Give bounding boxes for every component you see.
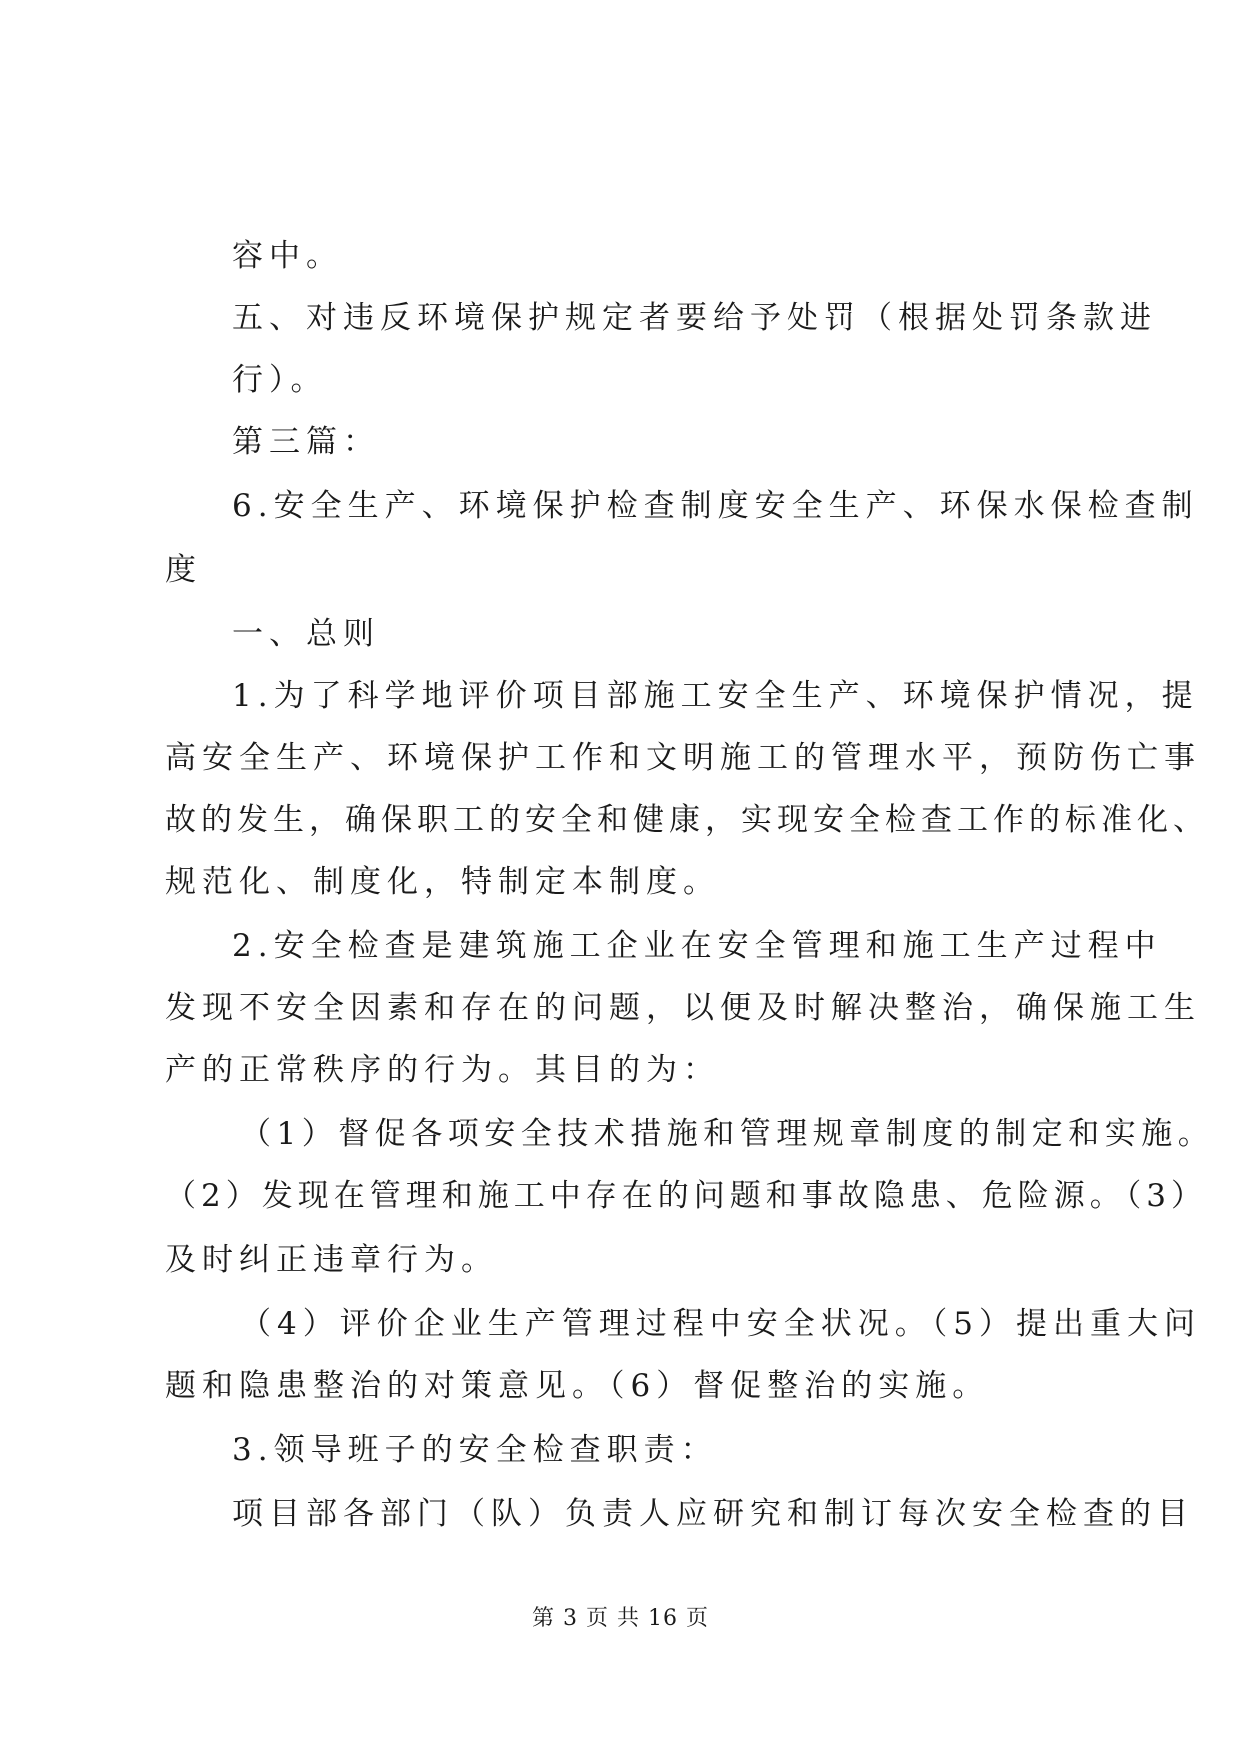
text-line: 项目部各部门（队）负责人应研究和制订每次安全检查的目 [232,1496,1194,1532]
text-line: （1）督促各项安全技术措施和管理规章制度的制定和实施。 [240,1116,1215,1152]
text-line: 及时纠正违章行为。 [165,1242,498,1278]
text-line: （4）评价企业生产管理过程中安全状况。（5）提出重大问 [240,1306,1201,1342]
text-line: 高安全生产、环境保护工作和文明施工的管理水平，预防伤亡事 [165,740,1201,776]
text-line: 题和隐患整治的对策意见。（6）督促整治的实施。 [165,1368,990,1404]
text-line: 容中。 [232,238,343,274]
text-line: 故的发生，确保职工的安全和健康，实现安全检查工作的标准化、 [165,802,1209,838]
text-line: 产的正常秩序的行为。其目的为： [165,1052,720,1088]
text-line: （2）发现在管理和施工中存在的问题和事故隐患、危险源。（3） [165,1178,1207,1214]
text-line: 度 [165,552,202,588]
text-line: 第三篇： [232,424,380,460]
text-line: 五、对违反环境保护规定者要给予处罚（根据处罚条款进 [232,300,1157,336]
text-line: 3.领导班子的安全检查职责： [232,1432,718,1468]
text-line: 一、总则 [232,616,380,652]
page-number-footer: 第 3 页 共 16 页 [532,1606,709,1631]
text-line: 行）。 [232,362,328,398]
text-line: 发现不安全因素和存在的问题，以便及时解决整治，确保施工生 [165,990,1201,1026]
text-line: 规范化、制度化，特制定本制度。 [165,864,720,900]
text-line: 2.安全检查是建筑施工企业在安全管理和施工生产过程中 [232,928,1162,964]
text-line: 1.为了科学地评价项目部施工安全生产、环境保护情况，提 [232,678,1199,714]
text-line: 6.安全生产、环境保护检查制度安全生产、环保水保检查制 [232,488,1199,524]
